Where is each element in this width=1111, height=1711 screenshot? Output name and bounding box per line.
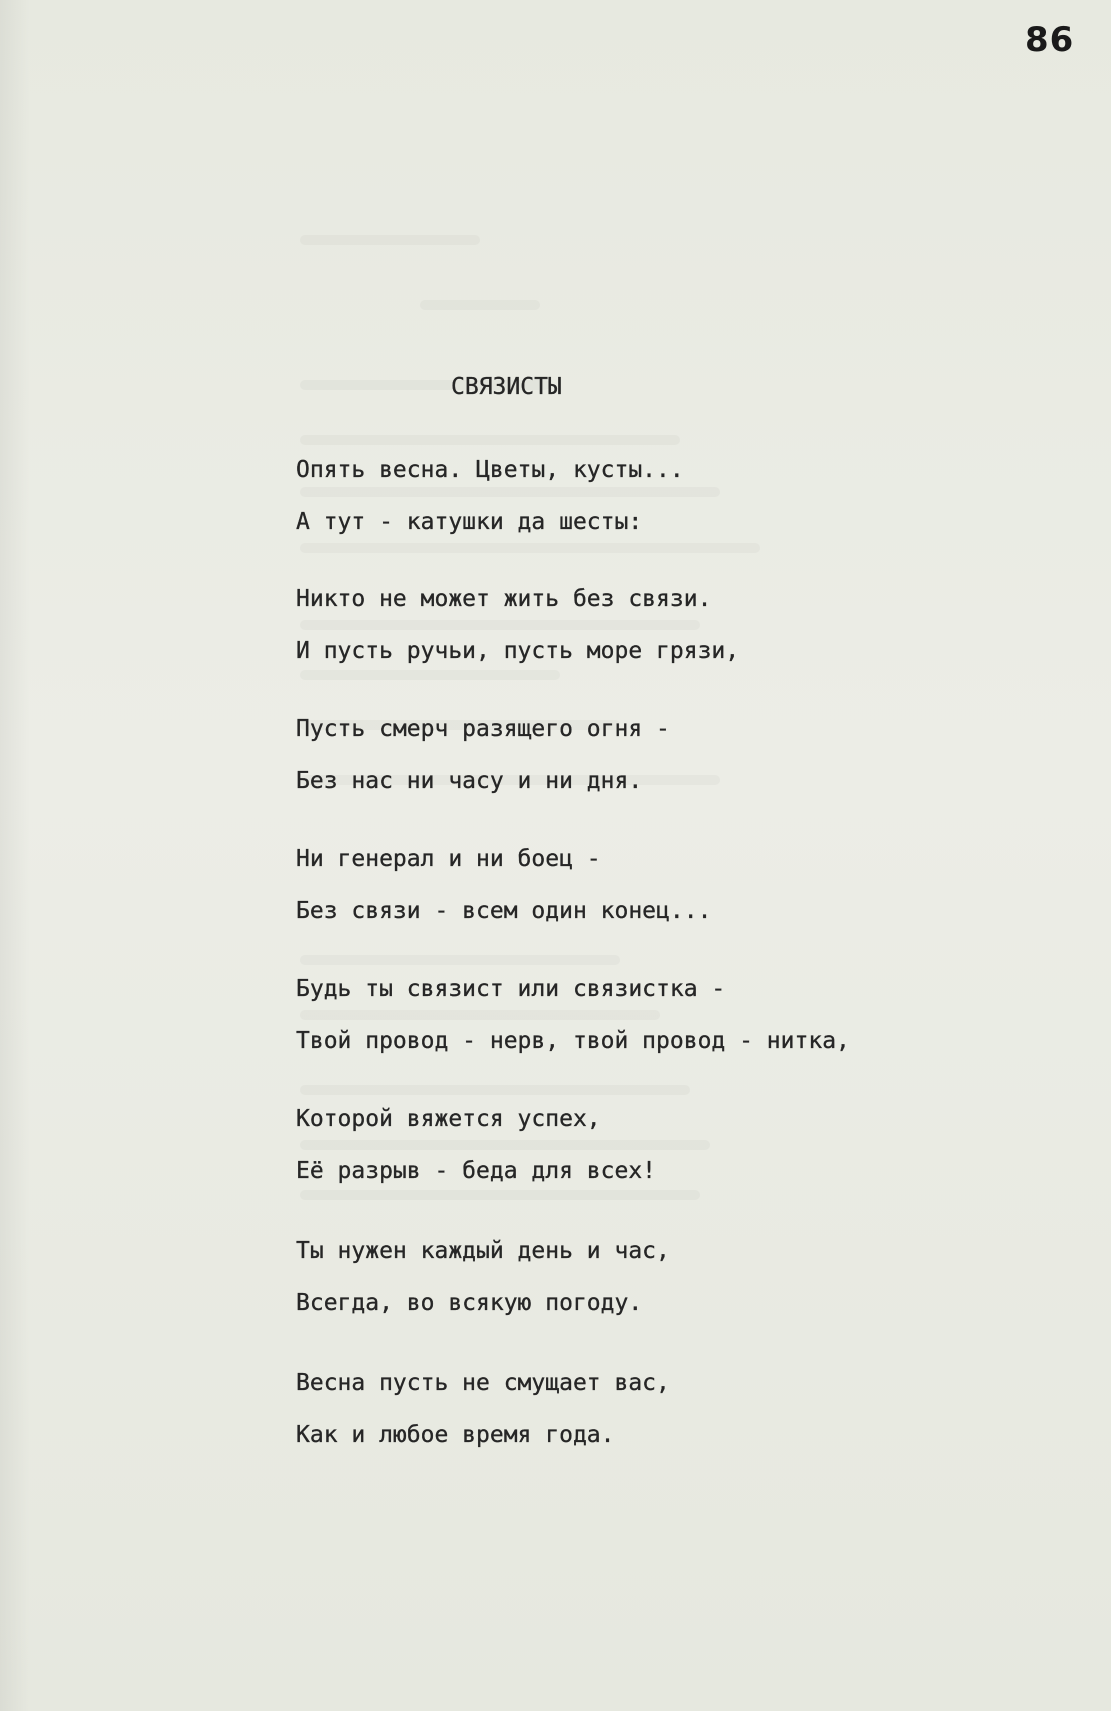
- poem-line: Ни генерал и ни боец -: [296, 846, 601, 872]
- poem-line: Которой вяжется успех,: [296, 1106, 601, 1132]
- poem-line: Без связи - всем один конец...: [296, 898, 712, 924]
- poem-line: Без нас ни часу и ни дня.: [296, 768, 643, 794]
- poem-line: Никто не может жить без связи.: [296, 586, 712, 612]
- poem-line: А тут - катушки да шесты:: [296, 509, 643, 535]
- poem-line: Будь ты связист или связистка -: [296, 976, 726, 1002]
- poem-title: СВЯЗИСТЫ: [451, 374, 562, 400]
- poem-line: Твой провод - нерв, твой провод - нитка,: [296, 1028, 850, 1054]
- poem-line: Пусть смерч разящего огня -: [296, 716, 670, 742]
- poem-line: И пусть ручьи, пусть море грязи,: [296, 638, 740, 664]
- poem-line: Весна пусть не смущает вас,: [296, 1370, 670, 1396]
- poem-line: Опять весна. Цветы, кусты...: [296, 457, 684, 483]
- poem-line: Ты нужен каждый день и час,: [296, 1238, 670, 1264]
- page-number: 86: [1025, 20, 1075, 60]
- poem-line: Всегда, во всякую погоду.: [296, 1290, 643, 1316]
- poem-line: Как и любое время года.: [296, 1422, 615, 1448]
- poem-line: Её разрыв - беда для всех!: [296, 1158, 657, 1184]
- page-edge-shadow: [0, 0, 30, 1711]
